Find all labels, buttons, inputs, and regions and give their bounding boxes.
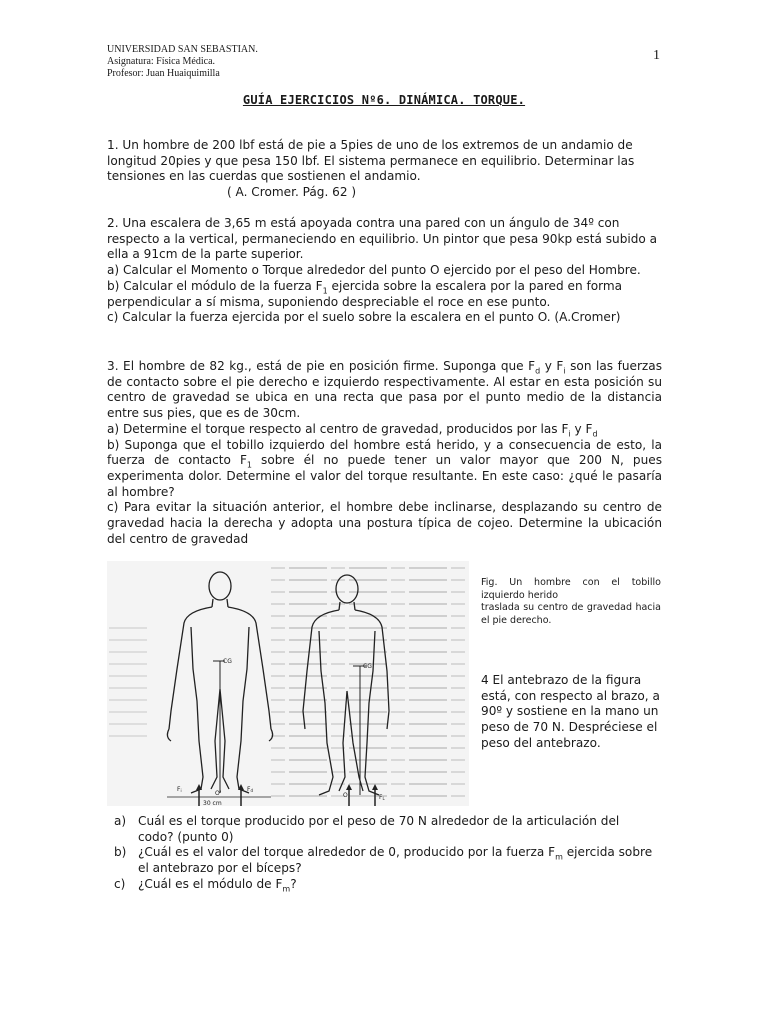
human-body-illustration <box>107 561 469 806</box>
caption-line-2: traslada su centro de gravedad hacia el pie derecho. <box>481 602 661 626</box>
exercise-3-intro: 3. El hombre de 82 kg., está de pie en posición firme. Suponga que $F_d$ y $F_i$ son las fuerzas de contacto sobre el pie derecho e izquierdo respectivamente. Al estar en esta posición su centro de gravedad se ubica en una recta que pasa por el punto medio de la distancia entre sus pies, que es de 30cm. <box>107 359 662 421</box>
exercise-2-a: a) Calcular el Momento o Torque alrededor del punto O ejercido por el peso del Hombre. <box>107 263 641 278</box>
page-number: 1 <box>653 48 660 63</box>
exercise-2-b: b) Calcular el módulo de la fuerza $F_1$ ejercida sobre la escalera por la pared en forma perpendicular a sí misma, suponiendo despreciable el roce en ese punto. <box>107 278 623 309</box>
list-item: b) ¿Cuál es el valor del torque alrededor de 0, producido por la fuerza $F_m$ ejercida sobre el antebrazo por el bíceps? <box>114 845 653 876</box>
exercise-4-questions <box>114 814 654 893</box>
origin-label-1: O' <box>215 790 222 797</box>
force-fd-label: Fd <box>247 786 253 793</box>
exercise-3-b: b) Suponga que el tobillo izquierdo del hombre está herido, y a consecuencia de esto, la fuerza de contacto $F_1$ sobre él no puede tener un valor mayor que 200 N, pues experimenta dolor. Determine el valor del torque resultante. En este caso: ¿qué le pasaría al hombre? <box>107 437 662 499</box>
exercise-2-intro: 2. Una escalera de 3,65 m está apoyada contra una pared con un ángulo de 34º con respecto a la vertical, permaneciendo en equilibrio. Un pintor que pesa 90kp está subido a ella a 91cm de la parte superior. <box>107 216 658 262</box>
exercise-1 <box>107 138 662 201</box>
exercise-4-text: 4 El antebrazo de la figura está, con respecto al brazo, a 90º y sostiene en la mano un peso de 70 N. Despréciese el peso del antebrazo. <box>481 673 660 750</box>
cg-label-1: CG <box>223 658 232 665</box>
distance-label: 30 cm <box>203 800 222 806</box>
list-item: c) ¿Cuál es el módulo de $F_m$? <box>114 876 297 894</box>
force-fl-label: FL <box>379 794 385 801</box>
caption-line-1: Fig. Un hombre con el tobillo izquierdo herido <box>481 577 661 601</box>
document-header <box>107 44 258 80</box>
exercise-2 <box>107 216 662 326</box>
force-fi-label: Fi <box>177 786 182 793</box>
exercise-3-a: a) Determine el torque respecto al centro de gravedad, producidos por las $F_i$ y $F_d$ <box>107 421 598 439</box>
professor-name: Profesor: Juan Huaiquimilla <box>107 68 220 79</box>
exercise-1-text: 1. Un hombre de 200 lbf está de pie a 5pies de uno de los extremos de un andamio de longitud 20pies y que pesa 150 lbf. El sistema permanece en equilibrio. Determinar las tensiones en las cuerdas que sostienen el andamio. <box>107 138 635 184</box>
cg-label-2: CG <box>363 663 372 670</box>
list-item: a) Cuál es el torque producido por el peso de 70 N alrededor de la articulación del codo? (punto 0) <box>114 814 620 844</box>
page-title: GUÍA EJERCICIOS Nº6. DINÁMICA. TORQUE. <box>242 93 526 107</box>
course-name: Asignatura: Física Médica. <box>107 56 216 67</box>
origin-label-2: O <box>343 792 348 799</box>
university-name: UNIVERSIDAD SAN SEBASTIAN. <box>107 44 258 55</box>
body-figure <box>107 561 469 806</box>
exercise-2-c: c) Calcular la fuerza ejercida por el suelo sobre la escalera en el punto O. (A.Cromer) <box>107 310 621 325</box>
exercise-3-c: c) Para evitar la situación anterior, el hombre debe inclinarse, desplazando su centro de gravedad hacia la derecha y adopta una postura típica de cojeo. Determine la ubicación del centro de gravedad <box>107 500 662 546</box>
exercise-3 <box>107 359 662 547</box>
figure-caption <box>481 577 661 627</box>
exercise-1-reference: ( A. Cromer. Pág. 62 ) <box>227 185 357 200</box>
